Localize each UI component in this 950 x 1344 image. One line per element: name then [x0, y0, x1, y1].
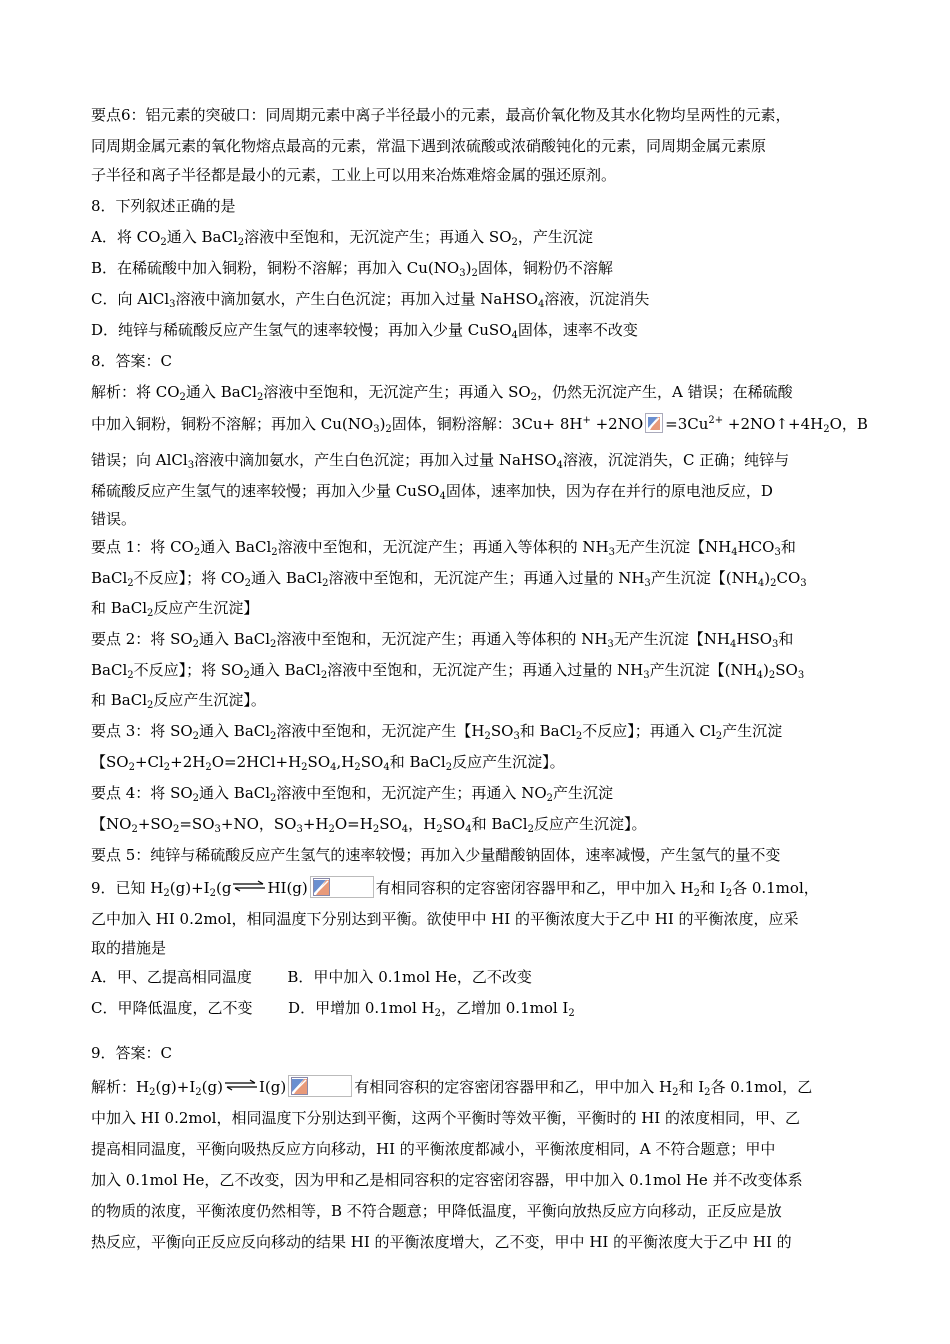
- point-2-line-1: 要点 2：将 $SO_2$通入 BaCl$_2$溶液中至饱和，无沉淀产生；再通入等体积的 $NH_3$无产生沉淀【$NH_4HSO_3$和: [91, 630, 794, 650]
- q8-option-a: A．将 $CO_2$通入 BaCl$_2$溶液中至饱和，无沉淀产生；再通入 $SO_2$，产生沉淀: [91, 228, 593, 248]
- point-6-line-3: 子半径和离子半径都是最小的元素，工业上可以用来冶炼难熔金属的强还原剂。: [91, 166, 617, 184]
- q9-options-row-1: [91, 967, 532, 987]
- q8-option-d: D．纯锌与稀硫酸反应产生氢气的速率较慢；再加入少量 CuSO$_4$固体，速率不改变: [91, 321, 638, 341]
- equilibrium-arrow-icon: [232, 880, 266, 892]
- point-1-line-3: 和 BaCl$_2$反应产生沉淀】: [91, 599, 259, 619]
- q9-analysis-line-1: 解析：$H_2(g)+I_2(g)$ I(g) 有相同容积的定容密闭容器甲和乙，甲中加入 $H_2$和 $I_2$各 0.1mol，乙: [91, 1075, 812, 1095]
- q9-analysis-line-6: 热反应，平衡向正反应反向移动的结果 HI 的平衡浓度增大，乙不变，甲中 HI 的平衡浓度大于乙中 HI 的: [91, 1233, 792, 1251]
- q9-analysis-line-4: 加入 0.1mol He，乙不改变，因为甲和乙是相同容积的定容密闭容器，甲中加入 0.1mol He 并不改变体系: [91, 1171, 803, 1189]
- q8-answer: 8．答案：C: [91, 352, 173, 370]
- point-6-line-1: 要点6：铝元素的突破口：同周期元素中离子半径最小的元素，最高价氧化物及其水化物均呈两性的元素，: [91, 106, 791, 124]
- q8-option-b: B．在稀硫酸中加入铜粉，铜粉不溶解；再加入 $Cu(NO_3)_2$固体，铜粉仍不溶解: [91, 259, 613, 279]
- equilibrium-arrow-icon: [224, 1079, 258, 1091]
- q8-analysis-line-5: 错误。: [91, 510, 137, 528]
- broken-image-icon: [288, 1075, 352, 1097]
- point-5: 要点 5：纯锌与稀硫酸反应产生氢气的速率较慢；再加入少量醋酸钠固体，速率减慢，产生氢气的量不变: [91, 846, 781, 864]
- q8-option-c: C．向 AlCl$_3$溶液中滴加氨水，产生白色沉淀；再加入过量 NaHSO$_4$溶液，沉淀消失: [91, 290, 650, 310]
- q9-options-row-2: [91, 998, 575, 1018]
- q9-analysis-line-5: 的物质的浓度，平衡浓度仍然相等，B 不符合题意；甲降低温度，平衡向放热反应方向移动，正反应是放: [91, 1202, 782, 1220]
- question-8-stem: 8．下列叙述正确的是: [91, 197, 236, 215]
- point-3-line-1: 要点 3：将 $SO_2$通入 BaCl$_2$溶液中至饱和，无沉淀产生【$H_2SO_3$和 BaCl$_2$不反应】；再通入 $Cl_2$产生沉淀: [91, 722, 783, 742]
- broken-image-icon: [310, 876, 374, 898]
- q9-option-a: A．甲、乙提高相同温度: [91, 968, 252, 986]
- point-2-line-2: BaCl$_2$不反应】；将 $SO_2$通入 BaCl$_2$溶液中至饱和，无沉淀产生；再通入过量的 $NH_3$产生沉淀【$(NH_4)_2SO_3$: [91, 661, 805, 681]
- point-1-line-1: 要点 1：将 $CO_2$通入 BaCl$_2$溶液中至饱和，无沉淀产生；再通入等体积的 $NH_3$无产生沉淀【$NH_4HCO_3$和: [91, 538, 796, 558]
- point-3-line-2: 【$SO_2+Cl_2+2H_2O=2HCl+H_2SO_4,H_2SO_4$和 BaCl$_2$反应产生沉淀】。: [91, 753, 565, 773]
- point-1-line-2: BaCl$_2$不反应】；将 $CO_2$通入 BaCl$_2$溶液中至饱和，无沉淀产生；再通入过量的 $NH_3$产生沉淀【$(NH_4)_2CO_3$: [91, 569, 807, 589]
- point-2-line-3: 和 BaCl$_2$反应产生沉淀】。: [91, 691, 266, 711]
- q8-analysis-line-3: 错误；向 AlCl$_3$溶液中滴加氨水，产生白色沉淀；再加入过量 NaHSO$_4$溶液，沉淀消失，C 正确；纯锌与: [91, 451, 790, 471]
- q9-option-b: B．甲中加入 0.1mol He，乙不改变: [287, 968, 532, 986]
- question-9-line-3: 取的措施是: [91, 939, 167, 957]
- q9-analysis-line-2: 中加入 HI 0.2mol，相同温度下分别达到平衡，这两个平衡时等效平衡，平衡时的 HI 的浓度相同，甲、乙: [91, 1109, 800, 1127]
- q9-option-c: C．甲降低温度，乙不变: [91, 999, 253, 1017]
- q8-analysis-line-2: 中加入铜粉，铜粉不溶解；再加入 $Cu(NO_3)_2$固体，铜粉溶解：3Cu+ 8H+ +2NO $=3Cu^{2+}$ $+2NO↑+4H_2O$，B: [91, 415, 868, 435]
- q9-answer: 9．答案：C: [91, 1044, 173, 1062]
- question-9-line-2: 乙中加入 HI 0.2mol，相同温度下分别达到平衡。欲使甲中 HI 的平衡浓度大于乙中 HI 的平衡浓度，应采: [91, 910, 799, 928]
- point-4-line-1: 要点 4：将 $SO_2$通入 BaCl$_2$溶液中至饱和，无沉淀产生；再通入 $NO_2$产生沉淀: [91, 784, 614, 804]
- q8-analysis-line-4: 稀硫酸反应产生氢气的速率较慢；再加入少量 CuSO$_4$固体，速率加快，因为存在并行的原电池反应，D: [91, 482, 773, 502]
- q9-option-d: D．甲增加 0.1mol $H_2$，乙增加 0.1mol $I_2$: [288, 999, 575, 1019]
- question-9-line-1: 9．已知 $H_2(g)+I_2(g$ HI(g) 有相同容积的定容密闭容器甲和乙，甲中加入 $H_2$和 $I_2$各 0.1mol，: [91, 876, 819, 896]
- broken-image-icon: [645, 413, 663, 433]
- q8-analysis-line-1: 解析：将 $CO_2$通入 BaCl$_2$溶液中至饱和，无沉淀产生；再通入 $SO_2$，仍然无沉淀产生，A 错误；在稀硫酸: [91, 383, 793, 403]
- point-6-line-2: 同周期金属元素的氧化物熔点最高的元素，常温下遇到浓硫酸或浓硝酸钝化的元素，同周期金属元素原: [91, 137, 767, 155]
- q9-analysis-line-3: 提高相同温度，平衡向吸热反应方向移动，HI 的平衡浓度都减小，平衡浓度相同，A 不符合题意；甲中: [91, 1140, 776, 1158]
- point-4-line-2: 【$NO_2+SO_2=SO_3+NO$，$SO_3+H_2O=H_2SO_4$，$H_2SO_4$和 BaCl$_2$反应产生沉淀】。: [91, 815, 647, 835]
